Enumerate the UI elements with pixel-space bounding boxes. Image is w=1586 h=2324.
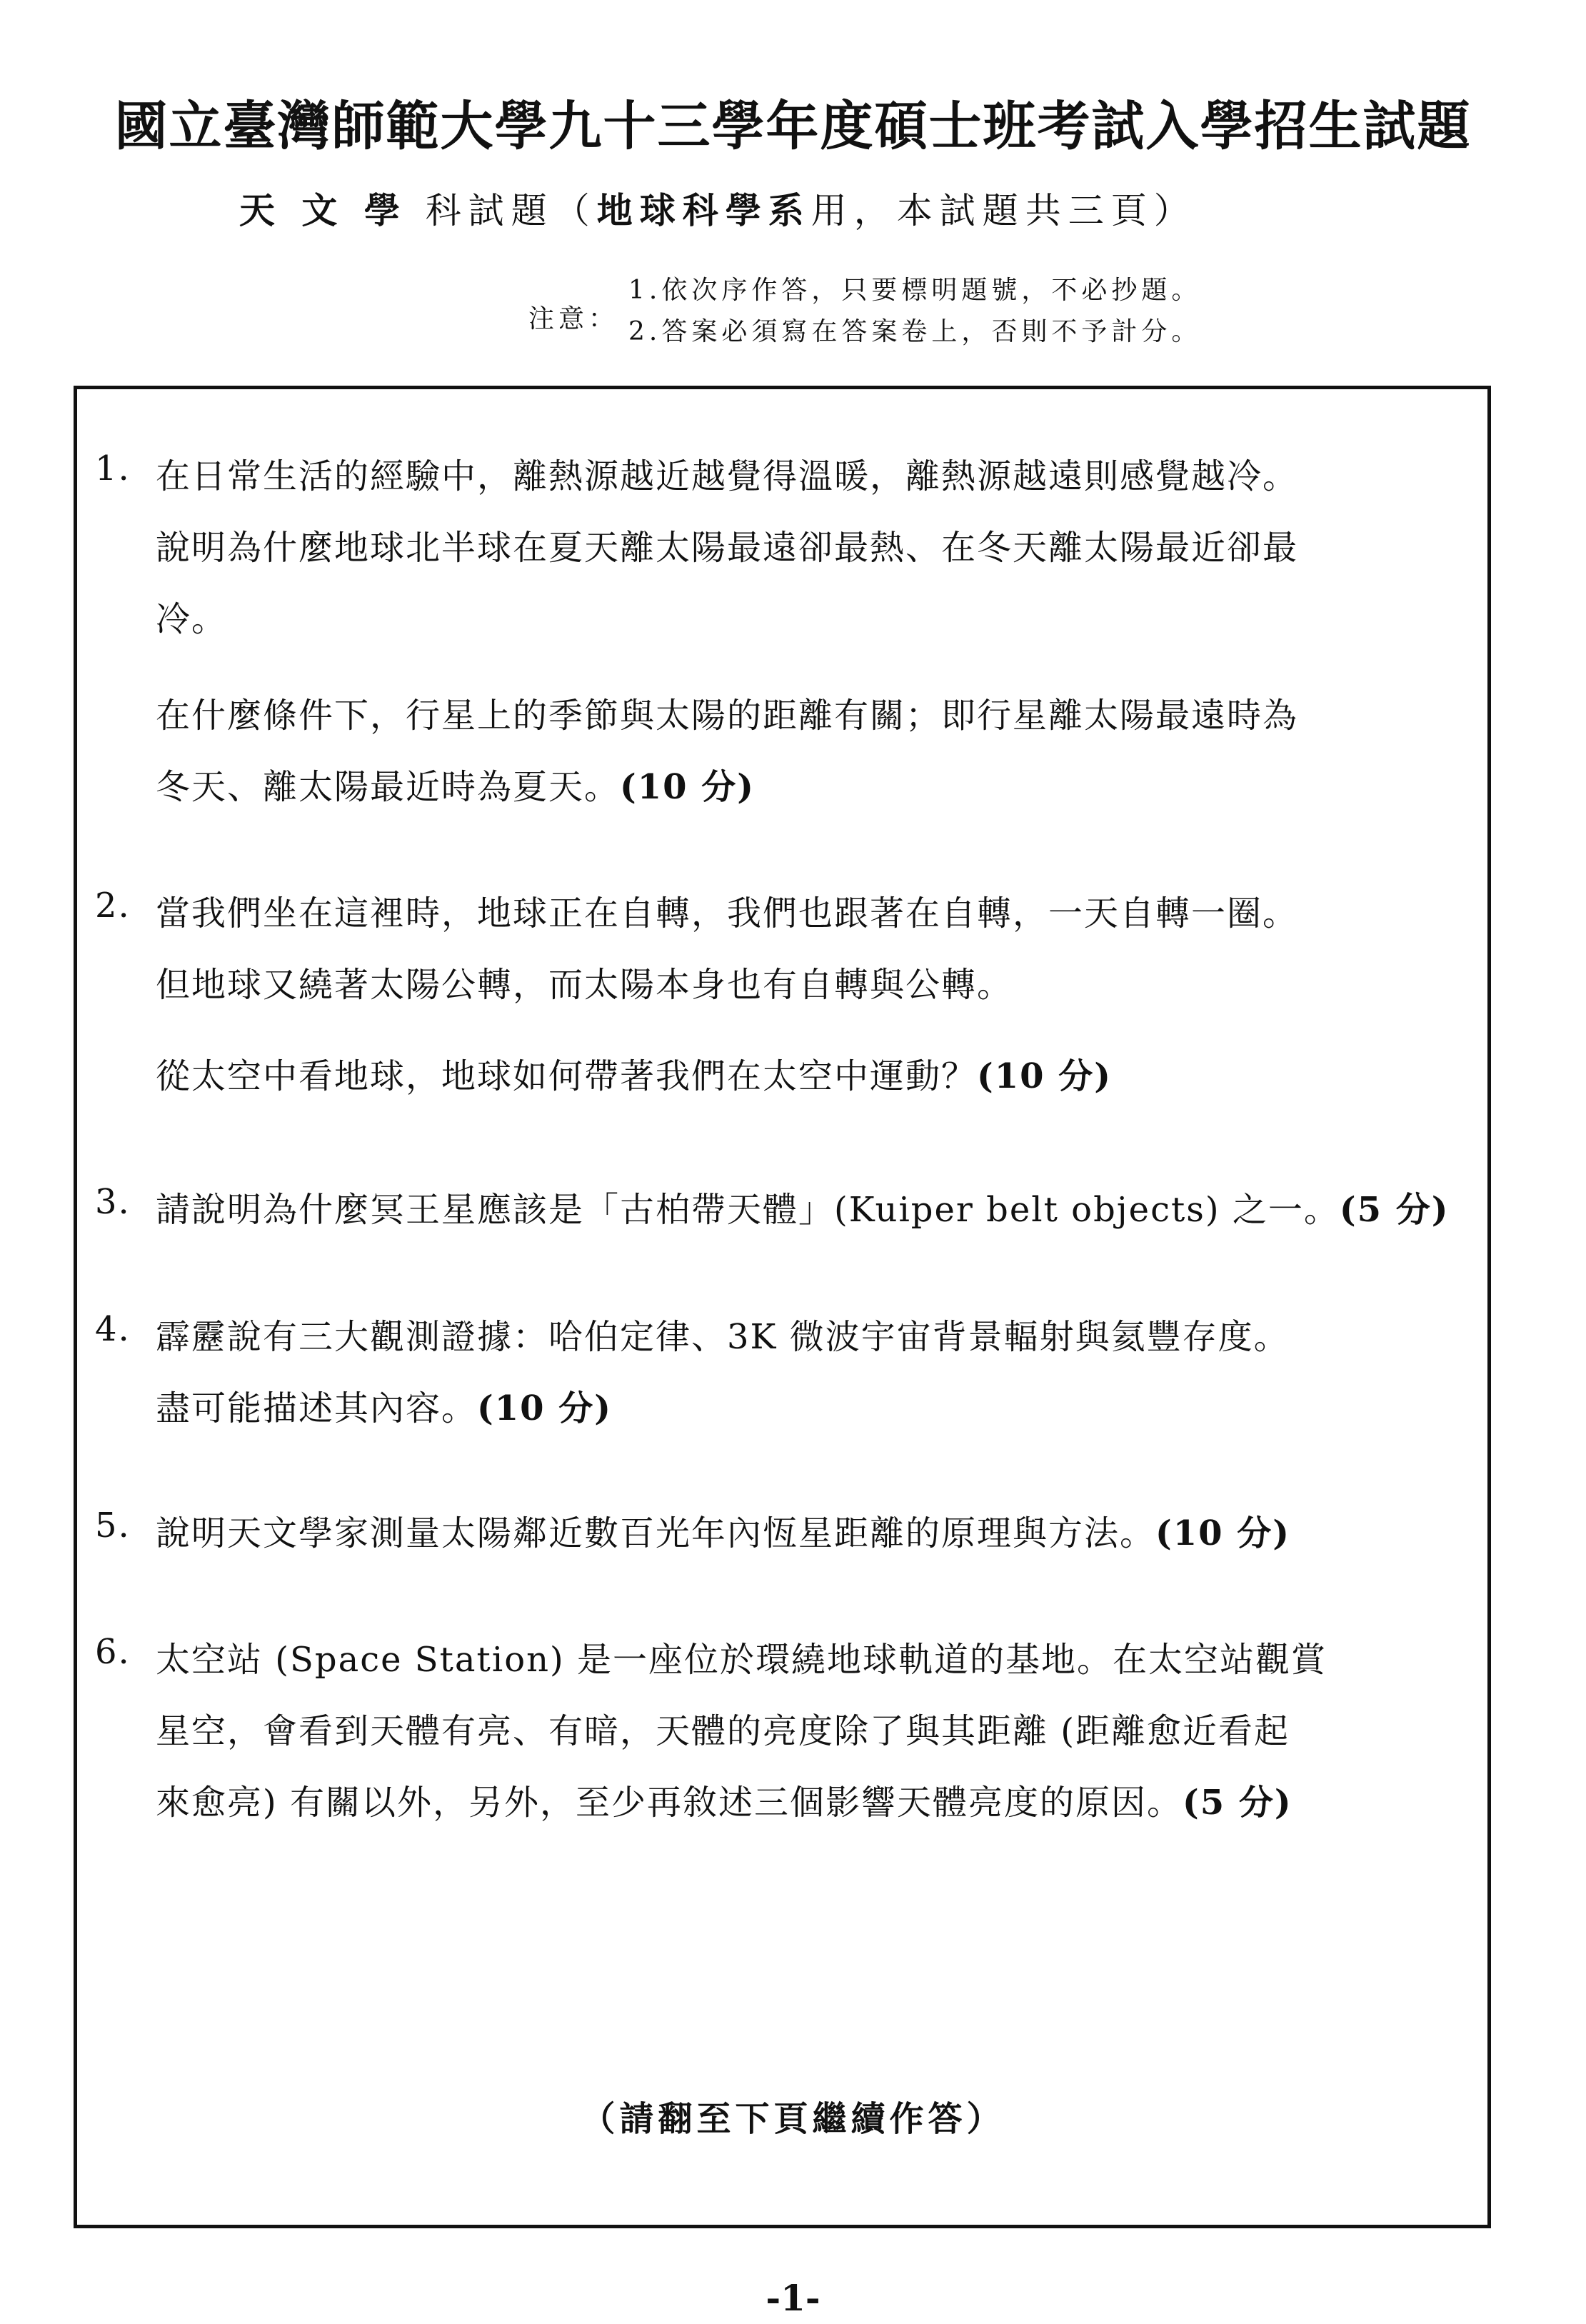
question-text: 說明為什麼地球北半球在夏天離太陽最遠卻最熱、在冬天離太陽最近卻最 [156,528,1299,568]
question-text [156,1182,1449,1231]
question-score: (10 分) [620,767,755,807]
question-score: (10 分) [977,1056,1112,1096]
question-score: (10 分) [477,1388,612,1428]
exam-subtitle [239,182,1197,234]
questions-frame [74,386,1491,2228]
question-text: 當我們坐在這裡時，地球正在自轉，我們也跟著在自轉，一天自轉一圈。 [156,893,1299,933]
exam-title: 國立臺灣師範大學九十三學年度碩士班考試入學招生試題 [114,96,1472,157]
question-text-part: 來愈亮) 有關以外，另外，至少再敘述三個影響天體亮度的原因。 [156,1783,1183,1823]
question-text: 冷。 [156,599,228,639]
question-score: (5 分) [1183,1783,1293,1823]
question-number: 4. [95,1309,131,1349]
question-number: 2. [95,886,131,926]
question-text-part: 冬天、離太陽最近時為夏天。 [156,767,621,807]
question-number: 1. [95,449,131,489]
question-text-part: 從太空中看地球，地球如何帶著我們在太空中運動？ [156,1056,978,1096]
question-text-part: 請說明為什麼冥王星應該是「古柏帶天體」(Kuiper belt objects) 之一。 [156,1190,1340,1230]
department-name: 地球科學系 [596,189,811,231]
page-number: -1- [766,2277,820,2319]
question-text [156,1775,1293,1824]
instructions-label: 注意： [528,304,619,334]
question-text: 太空站 (Space Station) 是一座位於環繞地球軌道的基地。在太空站觀賞 [156,1640,1327,1680]
continue-note: （請翻至下頁繼續作答） [581,2099,1005,2139]
question-text-part: 盡可能描述其內容。 [156,1388,478,1428]
instruction-item: 1.依次序作答，只要標明題號，不必抄題。 [628,276,1202,305]
question-number: 5. [95,1506,131,1546]
question-number: 3. [95,1182,131,1222]
question-text-part: 說明天文學家測量太陽鄰近數百光年內恆星距離的原理與方法。 [156,1513,1156,1553]
subject-rest: 科試題（ [425,190,597,231]
question-number: 6. [95,1632,131,1672]
subject-name: 天 文 學 [239,189,407,231]
subject-tail: 用，本試題共三頁） [810,190,1197,231]
question-text: 星空，會看到天體有亮、有暗，天體的亮度除了與其距離 (距離愈近看起 [156,1711,1290,1751]
question-text: 在什麼條件下，行星上的季節與太陽的距離有關；即行星離太陽最遠時為 [156,696,1299,736]
instruction-item: 2.答案必須寫在答案卷上，否則不予計分。 [628,317,1202,346]
question-text: 但地球又繞著太陽公轉，而太陽本身也有自轉與公轉。 [156,965,1013,1005]
question-text [156,759,755,808]
question-text [156,1048,1112,1098]
question-score: (10 分) [1155,1513,1290,1553]
question-text: 在日常生活的經驗中，離熱源越近越覺得溫暖，離熱源越遠則感覺越冷。 [156,456,1299,496]
question-text [156,1381,612,1430]
question-text [156,1506,1290,1555]
question-score: (5 分) [1339,1190,1450,1230]
question-text: 霹靂說有三大觀測證據：哈伯定律、3K 微波宇宙背景輻射與氦豐存度。 [156,1317,1290,1357]
